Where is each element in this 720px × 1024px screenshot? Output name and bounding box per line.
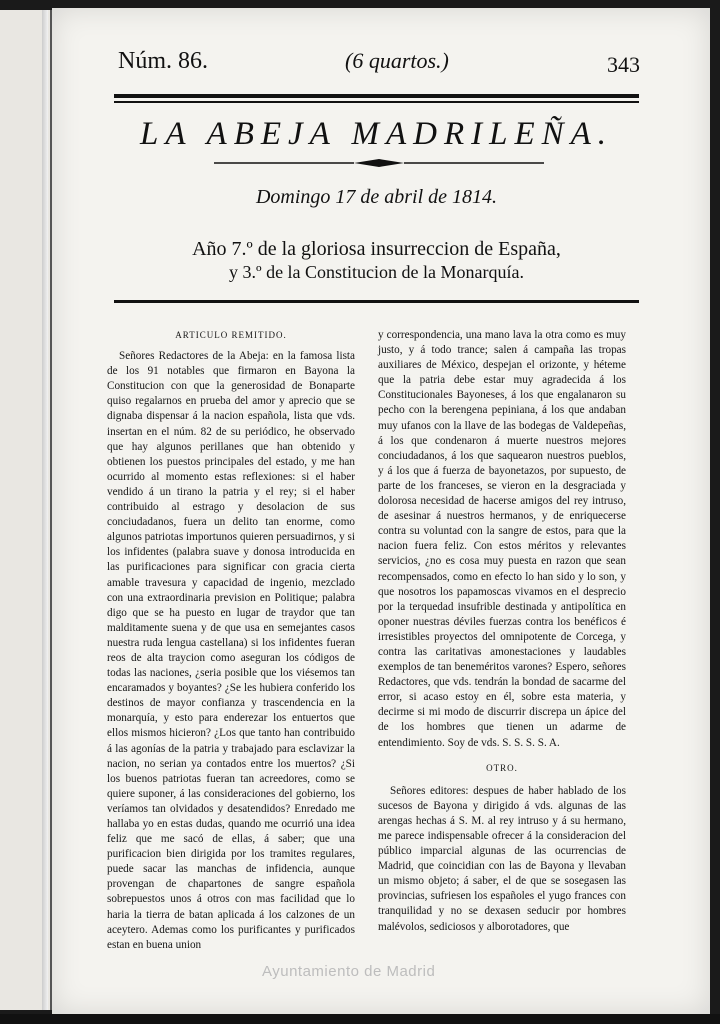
scan-border [0,1014,720,1024]
right-column [378,328,626,935]
masthead-title: LA ABEJA MADRILEÑA. [139,116,614,152]
masthead-rule-thin [114,101,639,103]
ornament-rule-icon [214,158,544,168]
article-paragraph-continued: y correspondencia, una mano lava la otra como es muy justo, y á todo trance; salen á campaña las tropas auxiliares de México, despejan el orizonte, y héteme que la patria debe estar muy agradecida á los Constitucionales Bayoneses, á los que engalanaron su pecho con la berengena pepiniana, á los que andaban muy ufanos con la llave de las bodegas de Valdepeñas, á los que condenaron á muerte nuestros mejores conciudadanos, á los que saquearon nuestros pueblos, y á los que á fuerza de bayonetazos, por supuesto, de parte de los franceses, se vieron en la desgraciada y dolorosa necesidad de hacerse amigos del rey intruso, de asesinar á nuestros hermanos, y de enriquecerse contra su voluntad con la sangre de estos, para que la nacion fuera feliz. Con estos méritos y relevantes servicios, ¿no es cosa muy puesta en razon que sean recompensados, como en efecto lo han sido y lo son, y que nosotros los papamoscas vivamos en el desprecio por la terquedad insufrible destinada y antipolítica en oponer nuestras déviles fuerzas contra los benéficos é irresistibles proyectos del omnipotente de Corcega, y contra las caritativas amonestaciones y laudables exemplos de tan beneméritos varones? Espero, señores Redactores, que vds. tendrán la bondad de sacarme del error, si acaso estoy en él, sobre esta materia, y decirme si mi modo de discurrir discrepa un ápice del de los hombres que tienen un adarme de entendimiento. Soy de vds. S. S. S. S. A. [378,329,626,749]
facing-page-edge [0,10,52,1010]
archive-watermark: Ayuntamiento de Madrid [262,963,436,980]
section-heading-otro: OTRO. [486,762,518,773]
newspaper-page [52,8,710,1014]
article-paragraph: Señores Redactores de la Abeja: en la famosa lista de los 91 notables que firmaron en Bayona la Constitucion con que la generosidad de Bonaparte quiso regalarnos en prueba del amor y aprecio que se dignaba dispensar á la nacion española, lista que vds. insertan en el núm. 82 de su periódico, he observado que hay algunos perillanes que han obtenido y obtienen los puestos principales del estado, y me han ocurrido al momento estas reflexiones: si el haber vendido á un tirano la patria y el rey; si el haber contribuido al estrago y desolacion de sus conciudadanos, fuera un delito tan enorme, como algunos patriotas importunos quieren persuadirnos, y si los infidentes (palabra suave y donosa introducida en las purificaciones para significar con gracia cierta amable travesura y capacidad de ingenio, mezclado con una extraordinaria prevision en Politique; palabra digo que se ha puesto en lugar de traydor que tan malditamente suena y de que usa en semejantes casos nuestra ruda lengua castellana) si los infidentes fueran reos de alta traycion como aseguran los códigos de todas las naciones, ¿seria posible que los viésemos tan encaramados y boyantes? ¿Se les hubiera conferido los destinos de mayor confianza y trascendencia en la monarquía, y esto para enderezar los entuertos que ellos mismos hicieron? ¿Los que tanto han contribuido á las agonías de la patria y trabajado para esclavizar la nacion, no serian ya contados entre los muertos? ¿Si los buenos patriotas fueran tan acreedores, como se quiere suponer, á las consideraciones del gobierno, los veríamos tan olvidados y desatendidos? Enredado me hallaba yo en estas dudas, quando me ocurrió una idea feliz que me sacó de ellas, á saber; que una purificacion bien dirigida por los tramites regulares, puede sacar las manchas de infidencia, aunque provengan de chapartones de sangre española sobrepuestos unos á otros con mas facilidad que lo haria la tierra de batan aplicada á los calzones de un aceytero. Ademas como los purificantes y purificados estan en buena union [107,350,355,951]
section-heading-remitido: ARTICULO REMITIDO. [175,330,287,340]
masthead-rule-thick [114,94,639,98]
issue-number: Núm. 86. [118,48,208,74]
article-paragraph: Señores editores: despues de haber hablado de los sucesos de Bayona y dirigido á vds. algunas de las arengas hechas á S. M. al rey intruso y á su hermano, me parece indispensable ofrecer á la consideracion del público imparcial algunas de las ocurrencias de Madrid, que coincidian con las de Bayona y llevaban un mismo objeto; á saber, el de que se sosegasen las provincias, sufriesen los españoles el yugo frances con tranquilidad y no se dexasen seducir por hombres malévolos, sediciosos y alborotadores, que [378,784,626,933]
insurrection-year: Año 7.º de la gloriosa insurreccion de España, [192,238,561,260]
issue-price: (6 quartos.) [345,48,449,73]
left-column [107,328,355,953]
section-divider [114,300,639,303]
constitution-year: y 3.º de la Constitucion de la Monarquía. [228,262,525,282]
issue-date: Domingo 17 de abril de 1814. [255,186,498,208]
page-number: 343 [607,52,640,77]
